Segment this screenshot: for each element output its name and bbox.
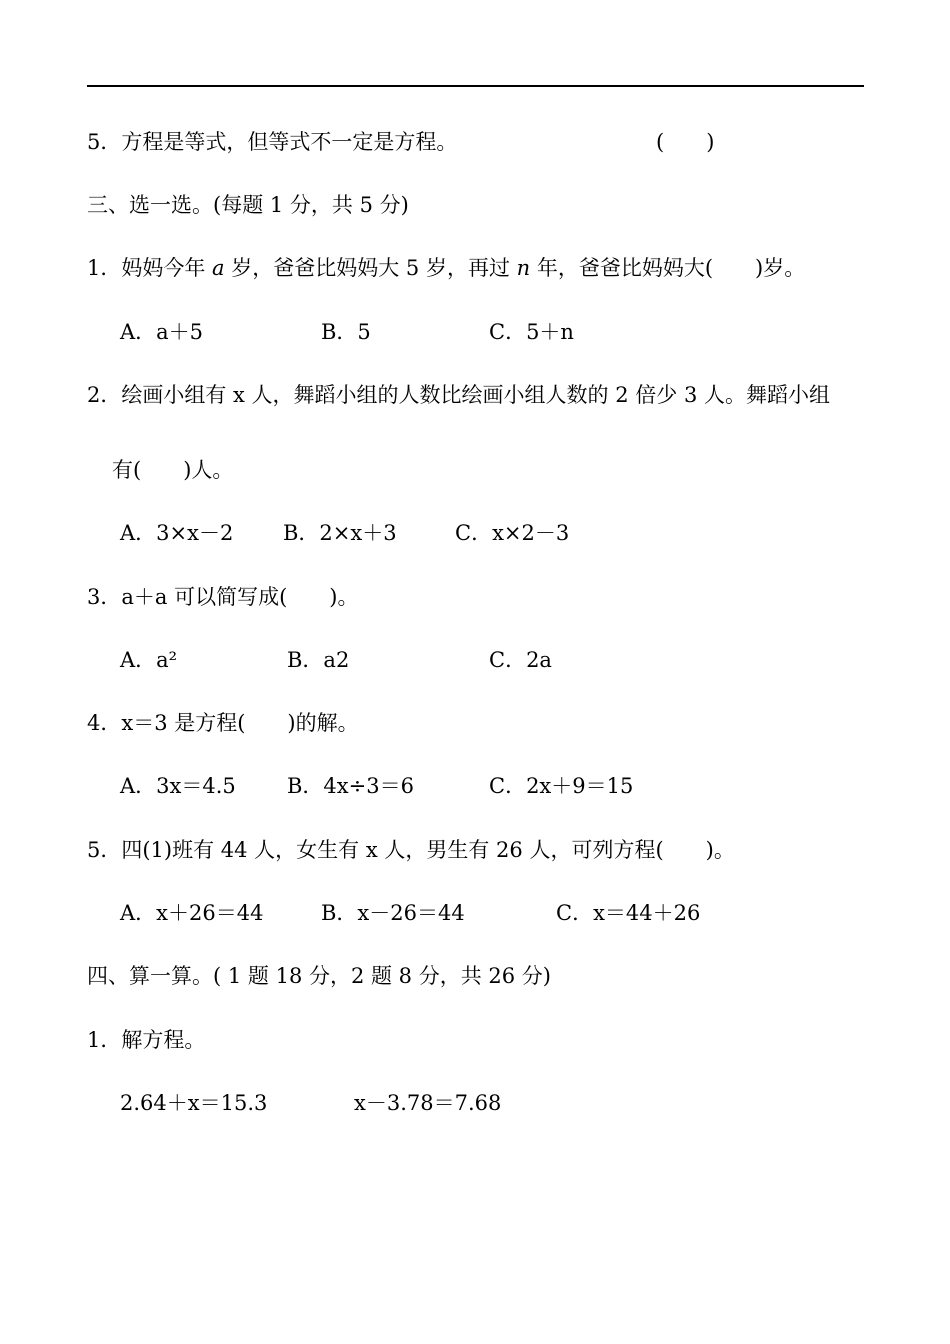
q3-option-b[interactable]: B．a2 [287,648,350,672]
q4-option-a[interactable]: A．3x＝4.5 [120,774,236,798]
q2-option-c[interactable]: C．x×2－3 [455,521,570,545]
choice-question-2-line-2: 有( )人。 [112,458,234,482]
judge-answer-blank[interactable]: ( ) [656,130,715,154]
q4-option-c[interactable]: C．2x＋9＝15 [489,774,634,798]
q1-option-b[interactable]: B．5 [321,320,371,344]
section-4-title: 四、算一算。( 1 题 18 分，2 题 8 分，共 26 分) [87,964,551,988]
calc-question-1: 1．解方程。 [87,1028,206,1052]
choice-question-3: 3．a＋a 可以简写成( )。 [87,585,359,609]
equation-2: x－3.78＝7.68 [354,1091,502,1115]
q5-option-c[interactable]: C．x＝44＋26 [556,901,701,925]
judge-question-5 [87,128,457,156]
q5-option-a[interactable]: A．x＋26＝44 [120,901,264,925]
q3-option-a[interactable]: A．a² [120,648,178,672]
q2-option-b[interactable]: B．2×x＋3 [283,521,397,545]
q1-option-c[interactable]: C．5＋n [489,320,574,344]
q3-option-c[interactable]: C．2a [489,648,552,672]
section-3-title: 三、选一选。(每题 1 分，共 5 分) [87,193,409,217]
q5-option-b[interactable]: B．x－26＝44 [321,901,465,925]
choice-question-4: 4．x＝3 是方程( )的解。 [87,711,359,735]
top-rule [87,85,864,87]
judge-question-5-text: 5．方程是等式，但等式不一定是方程。 [87,130,458,154]
q2-option-a[interactable]: A．3×x－2 [120,521,234,545]
choice-question-2-line-1: 2．绘画小组有 x 人，舞蹈小组的人数比绘画小组人数的 2 倍少 3 人。舞蹈小组 [87,383,830,407]
choice-question-5: 5．四(1)班有 44 人，女生有 x 人，男生有 26 人，可列方程( )。 [87,838,735,862]
choice-question-1: 1．妈妈今年 a 岁，爸爸比妈妈大 5 岁，再过 n 年，爸爸比妈妈大( )岁。 [87,256,806,280]
equation-1: 2.64＋x＝15.3 [120,1091,268,1115]
q4-option-b[interactable]: B．4x÷3＝6 [287,774,414,798]
q1-option-a[interactable]: A．a＋5 [120,320,204,344]
